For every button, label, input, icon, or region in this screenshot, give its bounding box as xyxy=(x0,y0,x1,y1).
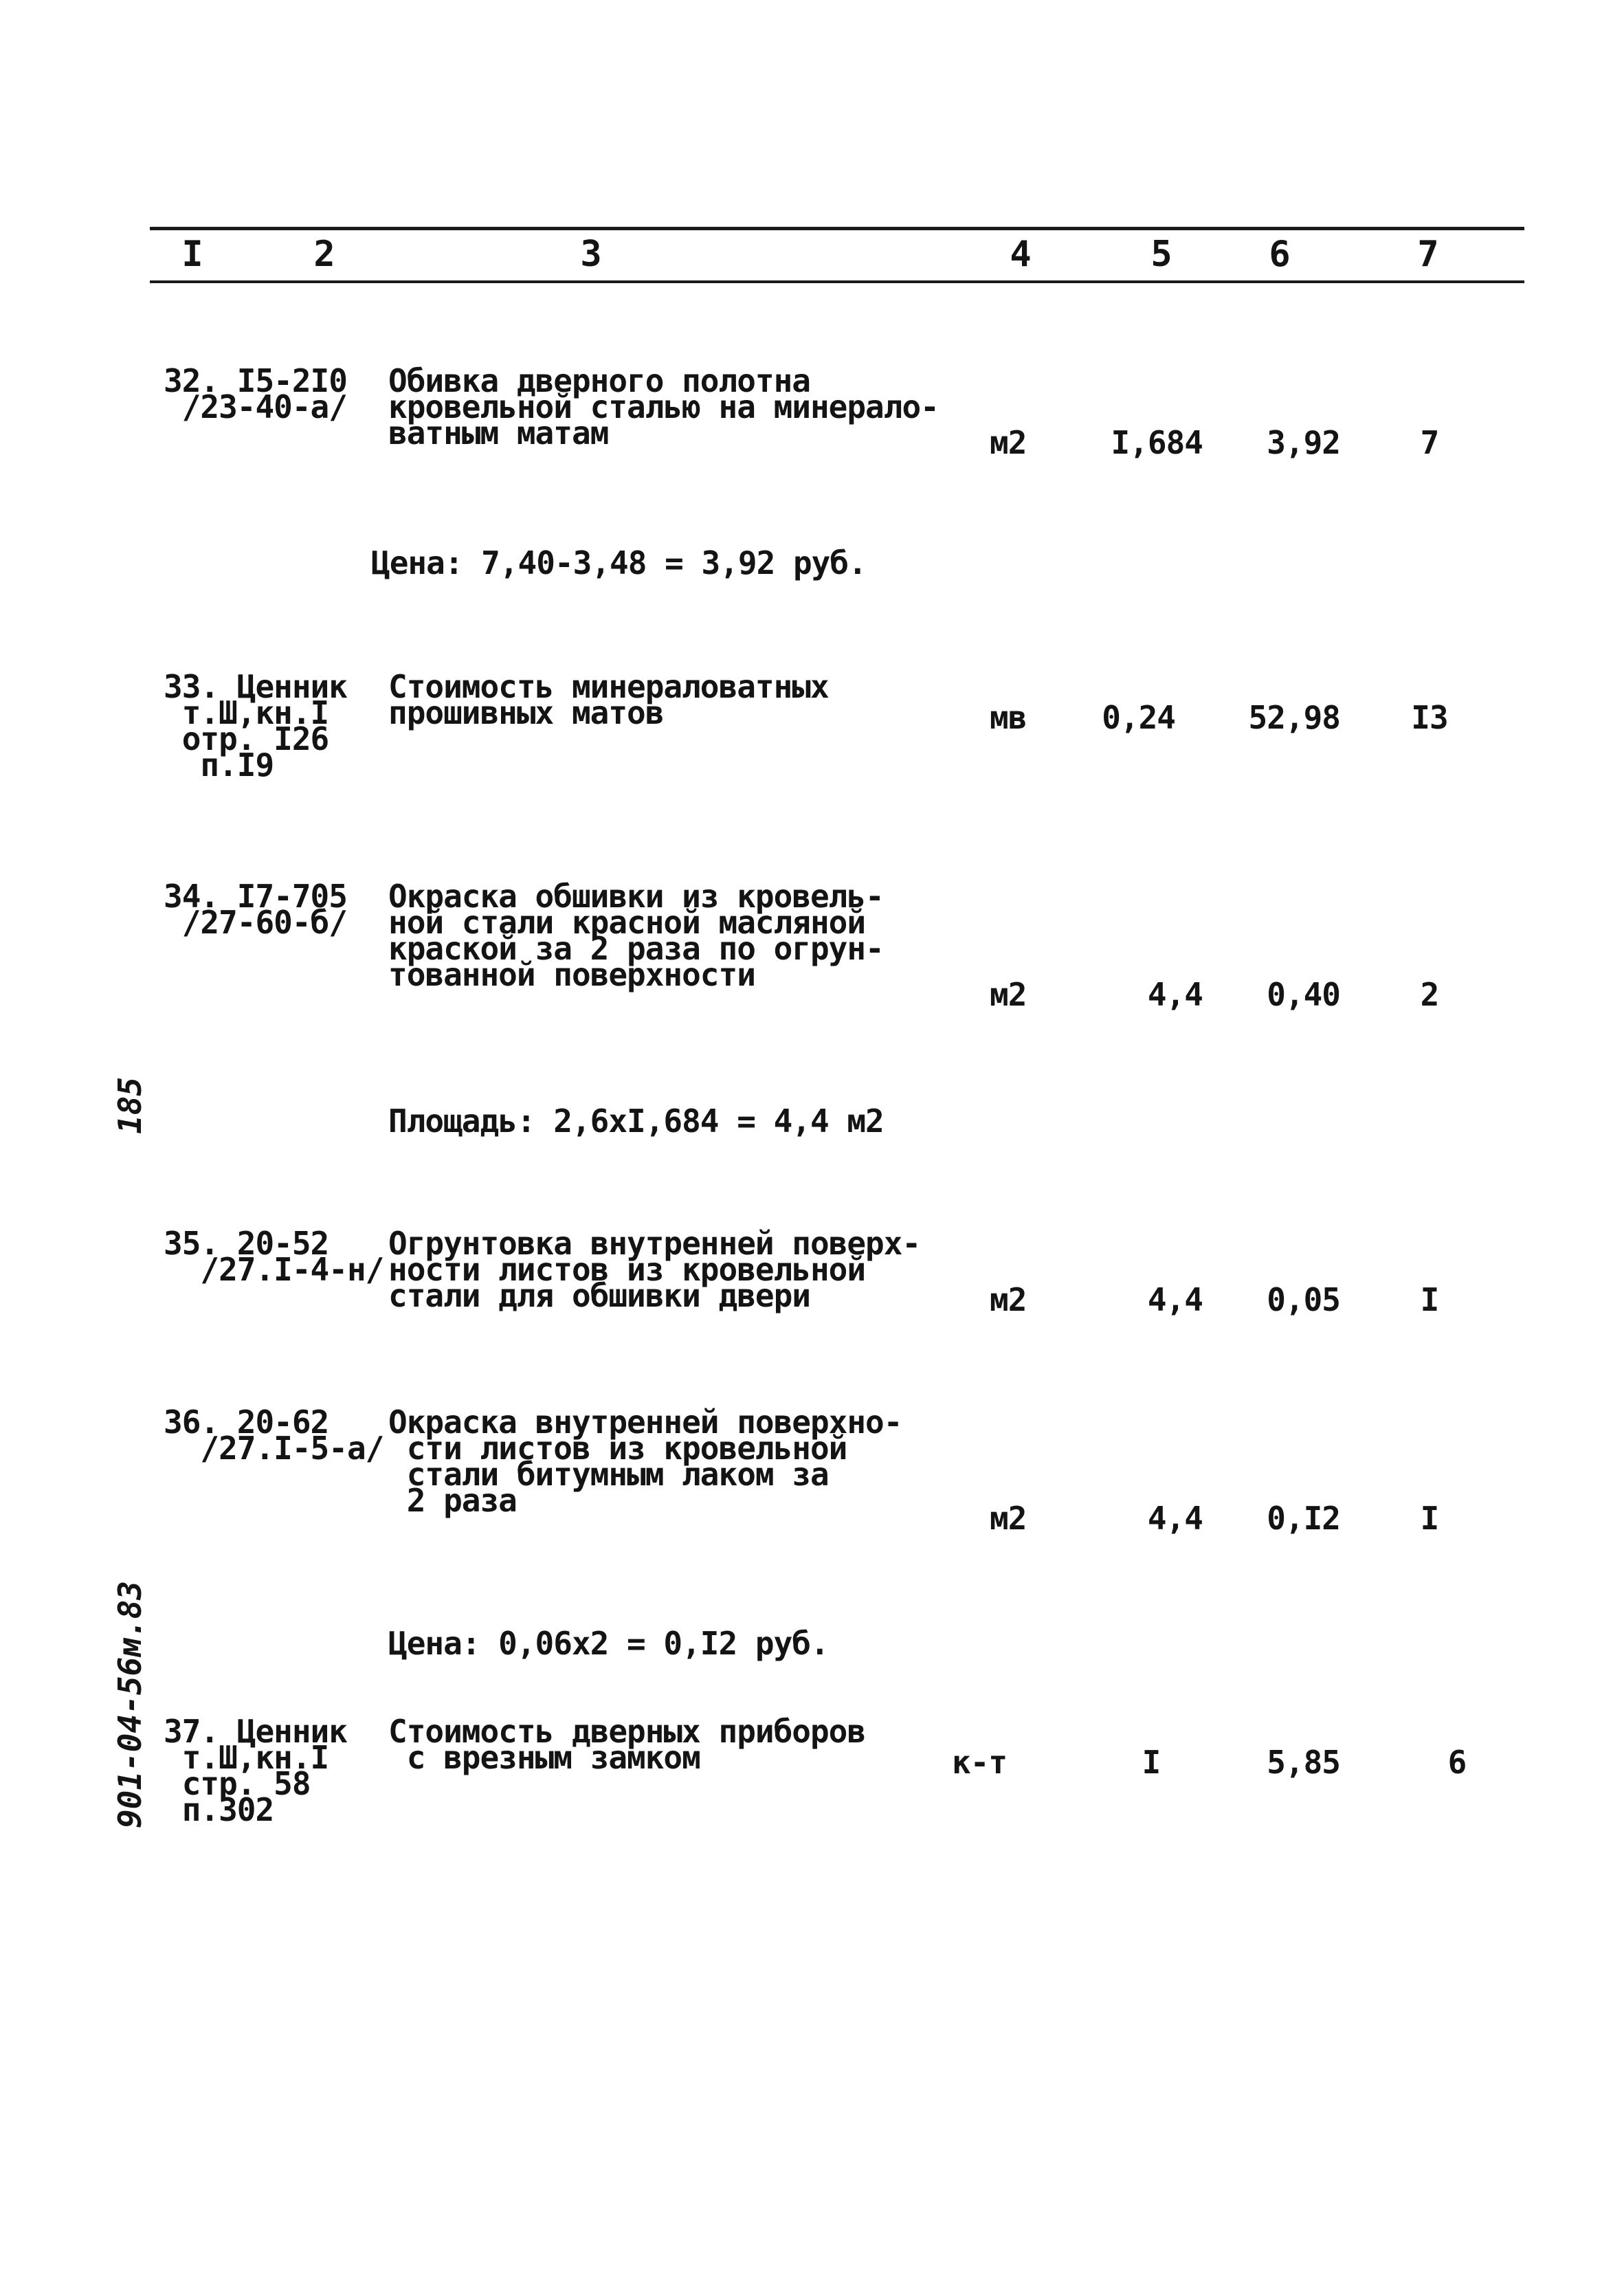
column-header-6: 6 xyxy=(1269,234,1291,275)
item-32-total: 7 xyxy=(1420,424,1439,461)
item-33-total: I3 xyxy=(1411,699,1448,736)
item-37-price: 5,85 xyxy=(1267,1744,1340,1781)
item-33-unit: мв xyxy=(990,699,1027,736)
item-32-ref: 32. I5-2I0 /23-40-а/ xyxy=(164,362,347,425)
column-header-2: 2 xyxy=(313,234,335,275)
item-33-price: 52,98 xyxy=(1248,699,1340,736)
margin-document-code: 901-04-56м.83 xyxy=(111,1580,148,1828)
column-header-5: 5 xyxy=(1150,234,1172,275)
item-37-total: 6 xyxy=(1447,1744,1467,1781)
item-36-price: 0,I2 xyxy=(1267,1500,1340,1537)
item-34-price: 0,40 xyxy=(1267,976,1340,1013)
item-37-ref: 37. Ценник т.Ш,кн.I стр. 58 п.302 xyxy=(164,1713,347,1828)
item-35-description: Огрунтовка внутренней поверх- ности листов из кровельной стали для обшивки двери xyxy=(388,1225,921,1314)
item-37-description: Стоимость дверных приборов с врезным замком xyxy=(388,1713,866,1776)
column-header-1: I xyxy=(181,234,203,275)
item-36-unit: м2 xyxy=(990,1500,1027,1537)
item-34-ref: 34. I7-705 /27-60-б/ xyxy=(164,878,347,941)
item-34-unit: м2 xyxy=(990,976,1027,1013)
item-36-ref: 36. 20-62 /27.I-5-а/ xyxy=(164,1404,384,1467)
note-price-item-36: Цена: 0,06x2 = 0,I2 руб. xyxy=(388,1625,829,1662)
item-36-total: I xyxy=(1420,1500,1439,1537)
item-33-quantity: 0,24 xyxy=(1102,699,1175,736)
item-35-unit: м2 xyxy=(990,1281,1027,1318)
item-35-quantity: 4,4 xyxy=(1147,1281,1203,1318)
item-32-unit: м2 xyxy=(990,424,1027,461)
item-35-ref: 35. 20-52 /27.I-4-н/ xyxy=(164,1225,384,1288)
item-33-description: Стоимость минераловатных прошивных матов xyxy=(388,668,829,731)
column-header-3: 3 xyxy=(580,234,602,275)
item-34-quantity: 4,4 xyxy=(1147,976,1203,1013)
column-header-7: 7 xyxy=(1417,234,1439,275)
item-37-quantity: I xyxy=(1142,1744,1161,1781)
item-37-unit: к-т xyxy=(952,1744,1008,1781)
item-34-total: 2 xyxy=(1420,976,1439,1013)
item-32-description: Обивка дверного полотна кровельной сталью на минерало- ватным матам xyxy=(388,362,939,452)
item-34-description: Окраска обшивки из кровель- ной стали красной масляной краской за 2 раза по огрун- тованной поверхности xyxy=(388,878,884,993)
item-36-quantity: 4,4 xyxy=(1147,1500,1203,1537)
column-header-4: 4 xyxy=(1010,234,1032,275)
margin-page-number: 185 xyxy=(111,1076,148,1134)
header-bottom-rule xyxy=(150,280,1524,283)
header-top-rule xyxy=(150,227,1524,230)
item-32-price: 3,92 xyxy=(1267,424,1340,461)
item-35-price: 0,05 xyxy=(1267,1281,1340,1318)
item-32-quantity: I,684 xyxy=(1111,424,1203,461)
item-36-description: Окраска внутренней поверхно- сти листов из кровельной стали битумным лаком за 2 раза xyxy=(388,1404,902,1519)
note-price-item-32: Цена: 7,40-3,48 = 3,92 руб. xyxy=(371,544,867,581)
item-33-ref: 33. Ценник т.Ш,кн.I отр. I26 п.I9 xyxy=(164,668,347,784)
note-area-item-34: Площадь: 2,6xI,684 = 4,4 м2 xyxy=(388,1102,884,1140)
item-35-total: I xyxy=(1420,1281,1439,1318)
